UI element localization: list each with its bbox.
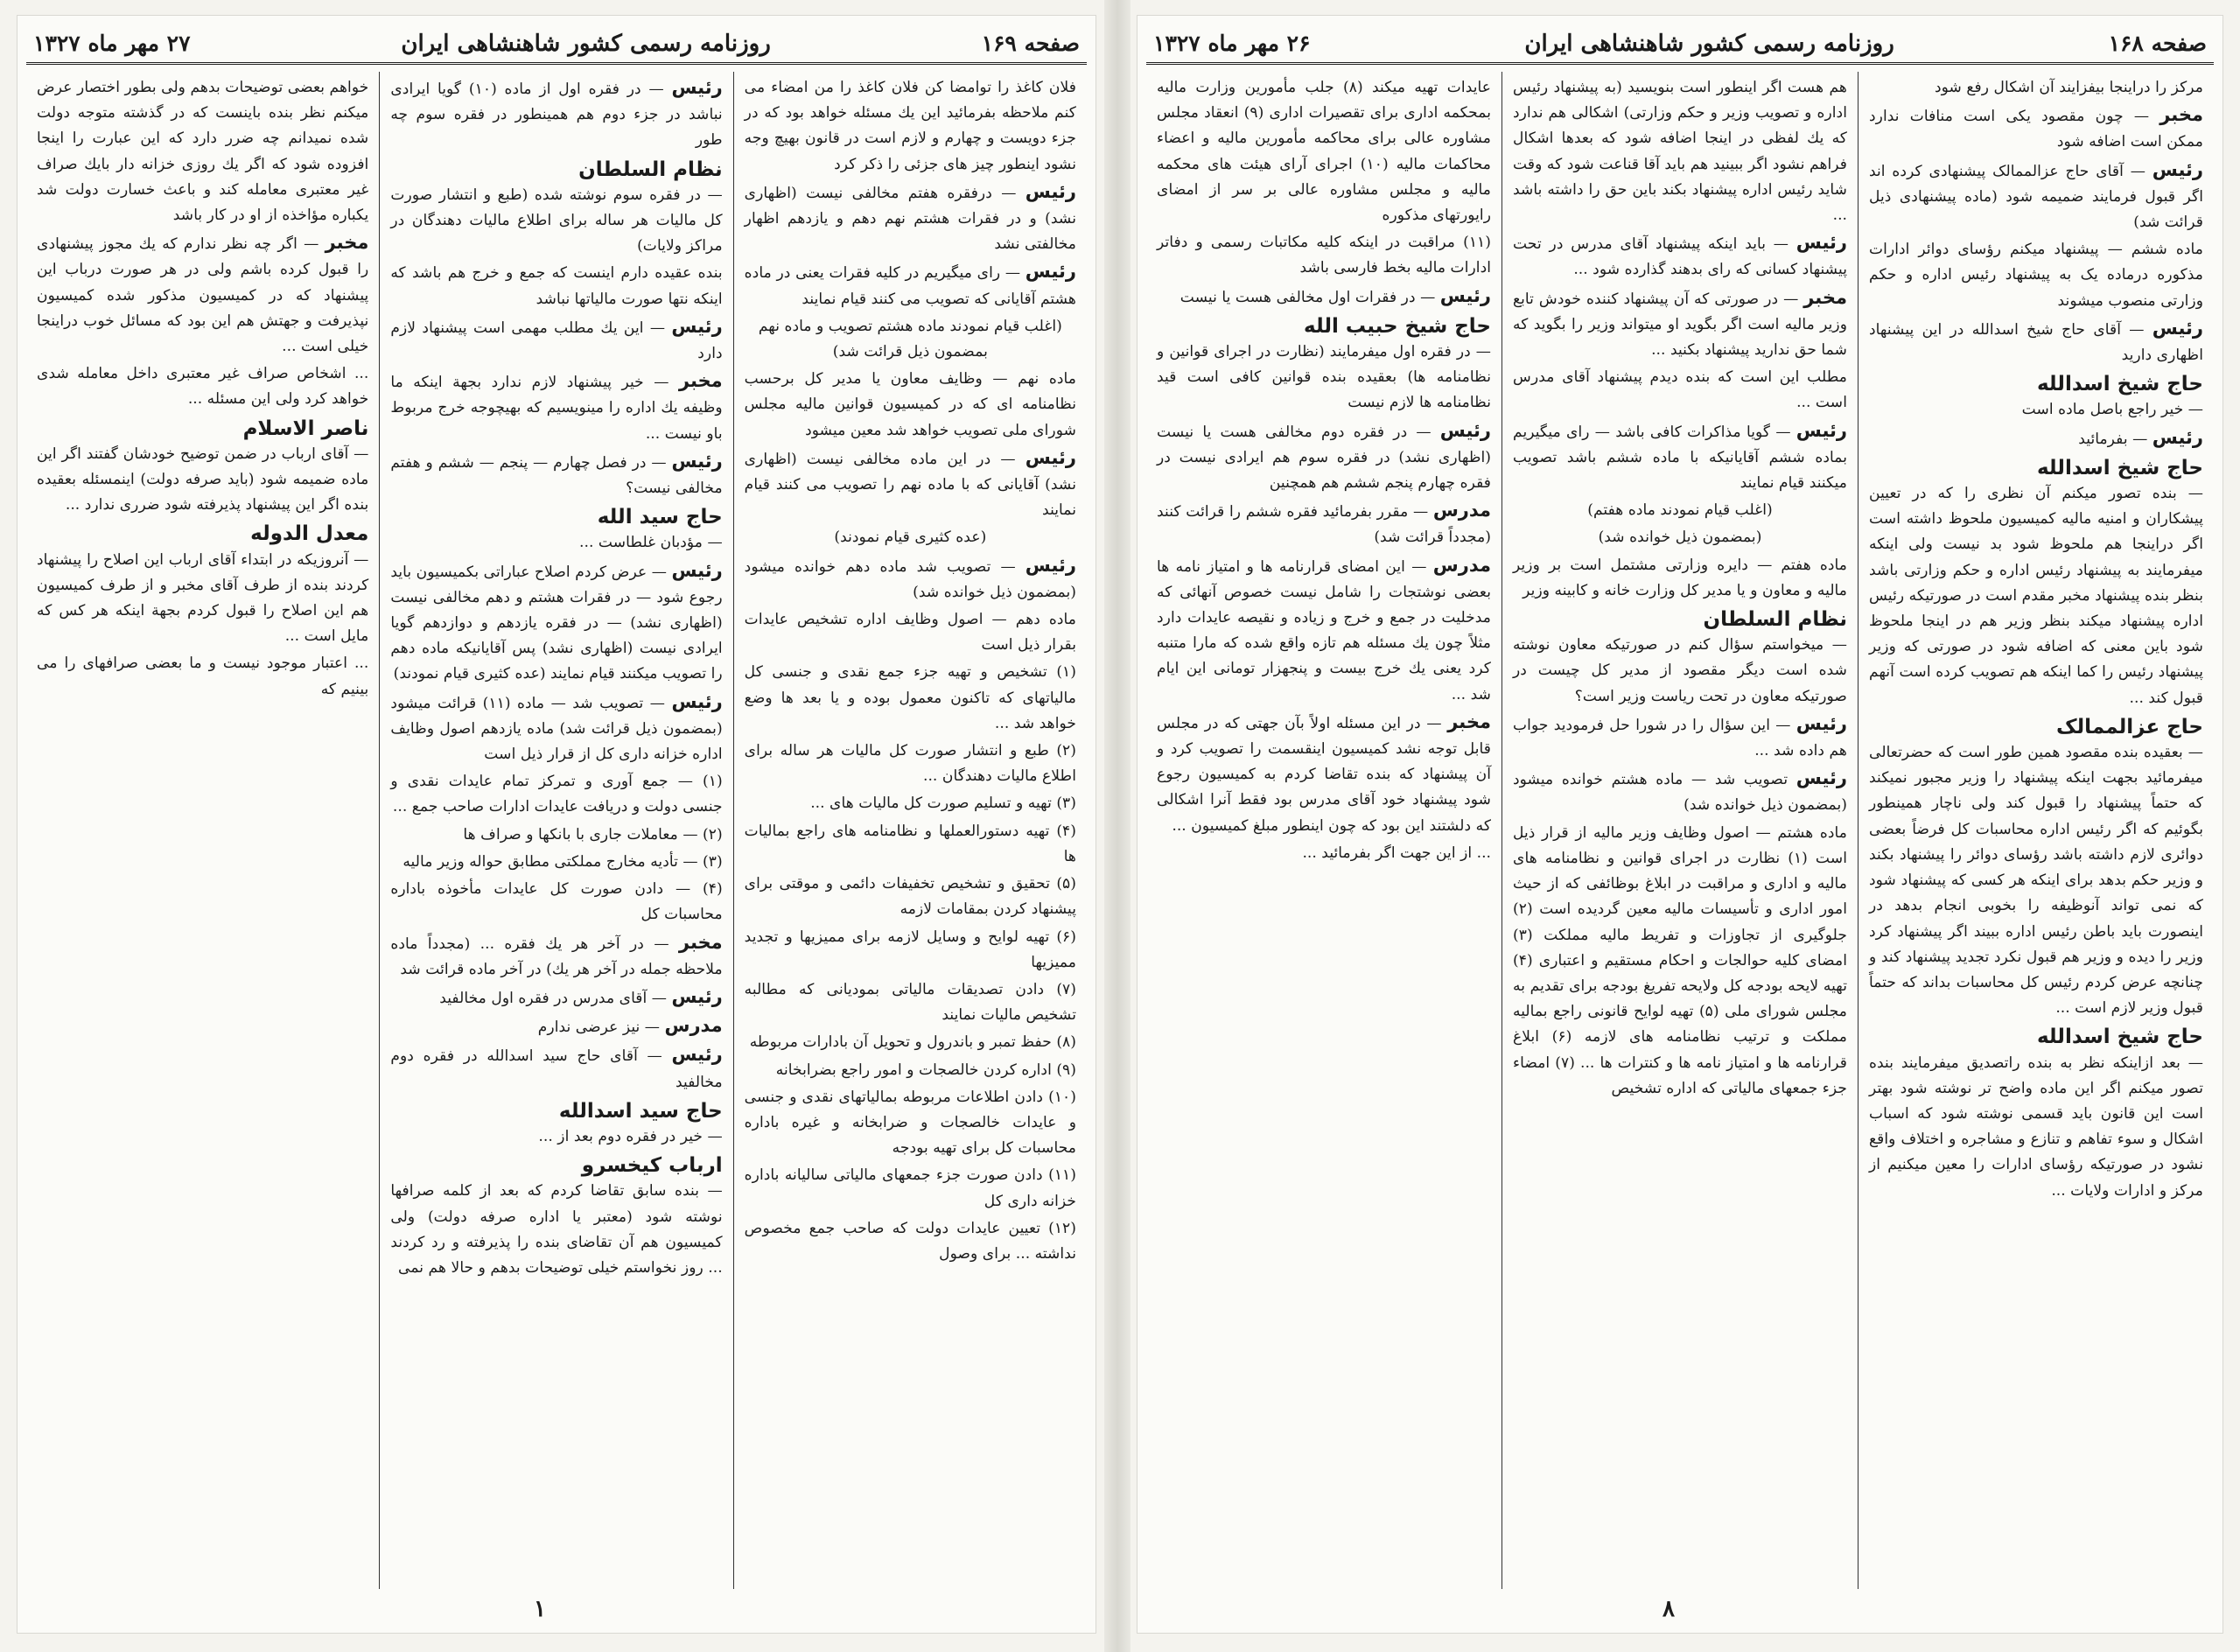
paragraph	[745, 1085, 1076, 1162]
speaker-name: مخبر	[1803, 286, 1847, 308]
speaker-name: حاج شیخ اسدالله	[2036, 373, 2203, 396]
paragraph-text: (۵) تحقیق و تشخیص تخفیفات دائمی و موقتی برای پیشنهاد کردن بمقامات لازمه	[744, 875, 1076, 919]
paragraph	[390, 850, 722, 875]
paragraph	[1513, 418, 1847, 497]
paragraph-text: (۱) تشخیص و تهیه جزء جمع نقدی و جنسی کل مالیاتهای که تاکنون معمول بوده و یا بعد ها وضع خواهد شد ...	[744, 663, 1076, 732]
speaker-name: مدرس	[1432, 554, 1491, 576]
paragraph-text: — آقای حاج عزالممالک پیشنهادی کرده اند اگر قبول فرمایند ضمیمه شود (ماده پیشنهادی ذیل قرائت شد)	[1869, 162, 2203, 232]
paragraph	[1869, 102, 2203, 155]
paragraph-text: ماده دهم — اصول وظایف اداره تشخیص عایدات بقرار ذیل است	[744, 611, 1076, 654]
speaker-name: رئیس	[1796, 232, 1847, 254]
left-page-footer-number: ۱	[534, 1596, 546, 1622]
left-page-columns	[26, 72, 1087, 1589]
book-gutter	[1104, 0, 1130, 1652]
left-page-header	[26, 24, 1087, 65]
paragraph-text: هم هست اگر اینطور است بنویسید (به پیشنهاد رئیس اداره و تصویب وزیر و حکم وزارتی) اشکالی هم ندارد که یك لفظی در اینجا اضافه شود که بعدها اشکال فراهم نشود اگر ببینید هم باید آقا قناعت شود که وقت شاید رئیس اداره پیشنهاد بکند باین حق را داشته باشد ...	[1513, 79, 1847, 225]
paragraph	[1157, 710, 1491, 839]
paragraph-text: ماده نهم — وظایف معاون یا مدیر کل برحسب نظامنامه ای که در کمیسیون قوانین مالیه مجلس شورای ملی تصویب خواهد شد معین میشود	[744, 370, 1076, 439]
speaker-name: مدرس	[1432, 500, 1492, 522]
paragraph	[1513, 75, 1847, 228]
paragraph	[37, 75, 368, 228]
paragraph	[1869, 1025, 2203, 1203]
paragraph-text: ... اعتبار موجود نیست و ما بعضی صرافهای را می بینیم که	[37, 654, 369, 698]
paragraph	[1869, 75, 2203, 101]
paragraph-text: — آقای ارباب در ضمن توضیح خودشان گفتند اگر این ماده ضمیمه شود (باید صرفه دولت) اینمسئله بعقیده بنده اگر این پیشنهاد پذیرفته شود ضرری ندارد ...	[37, 444, 369, 514]
paragraph	[390, 1153, 722, 1281]
paragraph	[745, 977, 1076, 1028]
left-page-number-label: صفحه ۱۶۹	[981, 31, 1080, 56]
paragraph-text: (۱۰) دادن اطلاعات مربوطه بمالیاتهای نقدی و جنسی و عایدات خالصجات و ضرابخانه و غیره باداره محاسبات کل برای تهیه بودجه	[744, 1088, 1076, 1158]
paragraph-text: — گویا مذاکرات کافی باشد — رای میگیریم بماده ششم آقایانیکه با ماده ششم باشد تصویب میکنند قیام نمایند	[1513, 423, 1847, 493]
speaker-name: مخبر	[678, 931, 723, 953]
paragraph	[390, 769, 722, 820]
paragraph-text: (۱۱) دادن صورت جزء جمعهای مالیاتی سالیانه باداره خزانه داری کل	[744, 1166, 1076, 1210]
paragraph-text: — بنده سابق تقاضا کردم که بعد از کلمه صرافها نوشته شود (معتبر یا اداره صرفه دولت) ولی کمیسیون هم آن تقاضای بنده را پذیرفته و رد کردند ... روز نخواستم خیلی توضیحات بدهم و حالا هم نمی	[390, 1182, 723, 1277]
paragraph-text: ... از این جهت اگر بفرمائید ...	[1302, 844, 1491, 862]
paragraph	[390, 158, 722, 260]
paragraph-text: — این امضای قرارنامه ها و امتیاز نامه ها بعضی نوشتجات را شامل نیست خصوص آنهائی که مدخلیت در جمع و خرج و زیاده و نقیصه عایدات دارد مثلاً چون یك مسئله هم تازه واقع شده که مارا متنبه کرد یعنی یك خرج بیست و پنجهزار تومانی این ایام شد ...	[1157, 557, 1491, 704]
paragraph-text: (۳) — تأدیه مخارج مملکتی مطابق حواله وزیر مالیه	[402, 852, 723, 871]
parenthetical-note: (اغلب قیام نمودند ماده هشتم تصویب و ماده نهم بمضمون ذیل قرائت شد)	[758, 317, 1062, 361]
paragraph	[745, 367, 1076, 444]
paragraph-text: — میخواستم سؤال کنم در صورتیکه معاون نوشته شده است دیگر مقصود از مدیر کل چیست در صورتیکه معاون در تحت ریاست وزیر است؟	[1513, 636, 1847, 705]
paragraph	[1513, 285, 1847, 364]
paragraph	[745, 607, 1076, 658]
paragraph-text: — مؤدبان غلطاست ...	[579, 534, 723, 552]
speaker-name: مخبر	[325, 232, 369, 254]
paragraph-text: — چون مقصود یکی است منافات ندارد ممکن است اضافه شود	[1869, 108, 2203, 151]
paragraph-text: — این سؤال را در شورا حل فرمودید جواب هم داده شد ...	[1513, 716, 1847, 760]
paragraph-text: — این یك مطلب مهمی است پیشنهاد لازم دارد	[390, 318, 723, 363]
paragraph	[745, 819, 1076, 870]
paragraph-text: — بفرمائید	[2078, 430, 2148, 448]
paragraph	[745, 872, 1076, 922]
speaker-name: مخبر	[678, 370, 723, 392]
speaker-name: حاج شیخ حبیب الله	[1304, 314, 1491, 338]
paragraph-text: — در این ماده مخالفی نیست (اظهاری نشد) آقایانی که با ماده نهم را تصویب می کنند قیام نمایند	[744, 450, 1076, 520]
paragraph	[390, 261, 722, 312]
paragraph-text: (۷) دادن تصدیقات مالیاتی بمودیانی که مطالبه تشخیص مالیات نمایند	[744, 980, 1076, 1025]
paragraph-text: — در فقره اول از ماده (۱۰) گویا ایرادی نباشد در جزء دوم هم همینطور در فقره سوم چه طور	[390, 80, 723, 150]
paragraph	[390, 930, 722, 983]
paragraph	[745, 738, 1076, 789]
paragraph	[1513, 766, 1847, 818]
paragraph-text: ماده ششم — پیشنهاد میکنم رؤسای دوائر ادارات مذکوره درماده یک به پیشنهاد رئیس اداره و حکم وزارتی منصوب میشوند	[1869, 241, 2203, 310]
paragraph-text: ماده هشتم — اصول وظایف وزیر مالیه از قرار ذیل است (۱) نظارت در اجرای قوانین و نظامنامه های مالیه و اداری و مراقبت در ابلاغ بوظائفی که از حیث امور اداری و تأسیسات مالیه معین گردیده است (۲) جلوگیری از تجاوزات و تفریط مالیه مملکت (۳) امضای کلیه حوالجات و احکام مستقیم و اعتباری (۴) تهیه لایحه بودجه کل ولایحه تفریغ بودجه برای تقدیم به مجلس شورای ملی (۵) تهیه لوایح قانونی راجع بمالیه مملکت و ترتیب نظامنامه های لازمه (۶) ابلاغ قرارنامه ها و امتیاز نامه ها و کنترات ها ... (۷) امضاء جزء جمعهای مالیاتی که اداره تشخیص	[1513, 823, 1848, 1097]
paragraph-text: — باید اینکه پیشنهاد آقای مدرس در تحت پیشنهاد کسانی که رای بدهند گذارده شود ...	[1513, 235, 1847, 279]
left-page-date: ۲۷ مهر ماه ۱۳۲۷	[33, 31, 191, 56]
paragraph-text: (۳) تهیه و تسلیم صورت کل مالیات های ...	[810, 794, 1076, 813]
paragraph-text: (۱) — جمع آوری و تمرکز تمام عایدات نقدی و جنسی دولت و دریافت عایدات ادارات صاحب جمع ...	[390, 773, 723, 816]
paragraph-text: — خیر در فقره دوم بعد از ...	[538, 1127, 723, 1145]
paragraph-text: — تصویب شد ماده دهم خوانده میشود (بمضمون ذیل خوانده شد)	[744, 557, 1076, 601]
paragraph-text: — خیر پیشنهاد لازم ندارد بجهة اینکه ما وظیفه یك اداره را مینویسیم که بهیچوجه خرج مربوط باو نیست ...	[390, 374, 723, 443]
paragraph	[390, 314, 722, 367]
parenthetical-note: (اغلب قیام نمودند ماده هفتم)	[1587, 501, 1773, 520]
paragraph	[390, 449, 722, 501]
paragraph	[390, 877, 722, 928]
paragraph	[1869, 158, 2203, 236]
paragraph	[745, 314, 1076, 365]
paragraph	[390, 822, 722, 848]
paragraph	[1513, 365, 1847, 416]
paragraph	[745, 1030, 1076, 1055]
right-page-columns	[1146, 72, 2214, 1589]
paragraph-text: (۶) تهیه لوایح و وسایل لازمه برای ممیزیها و تجدید ممیزیها	[744, 928, 1076, 971]
paragraph-text: — تصویب شد — ماده (۱۱) قرائت میشود (بمضمون ذیل قرائت شد) ماده یازدهم اصول وظایف اداره خزانه داری کل از قرار ذیل است	[390, 694, 723, 764]
paragraph	[1869, 425, 2203, 452]
paragraph	[390, 984, 722, 1012]
paragraph-text: (۴) تهیه دستورالعملها و نظامنامه های راجع بمالیات ها	[744, 822, 1076, 865]
right-page	[1138, 16, 2222, 1633]
speaker-name: رئیس	[1025, 554, 1076, 576]
paragraph	[1157, 75, 1491, 228]
paragraph-text: — در این مسئله اولاً بآن جهتی که در مجلس قابل توجه نشد کمیسیون اینقسمت را تصویب کرد و آن پیشنهاد که بنده تقاضا کردم به کمیسیون رجوع شود پیشنهاد خود آقای مدرس بود فقط آنرا اشکالی که دلشتند این بود که چون اینطور مبلغ کمیسیون ...	[1157, 714, 1491, 835]
paragraph-text: (۲) — معاملات جاری با بانکها و صراف ها	[463, 825, 723, 844]
paragraph	[1869, 316, 2203, 368]
speaker-name: رئیس	[671, 1044, 723, 1066]
paragraph-text: — نیز عرضی ندارم	[537, 1018, 660, 1037]
paragraph-text: — در فصل چهارم — پنجم — ششم و هفتم مخالفی نیست؟	[390, 453, 723, 498]
paragraph-text: خواهم بعضی توضیحات بدهم ولی بطور اختصار عرض میکنم نظر بنده باینست که در گذشته متوجه دولت شده نمیدانم چه ضرر دارد که این عبارت را اینجا افزوده شود که اگر یك روزی خزانه دار بایك صراف غیر معتبری معامله کند و باعث خسارت دولت شد یکباره مؤاخذه از او در کار باشد	[37, 79, 369, 225]
paragraph	[37, 230, 368, 360]
left-page	[18, 16, 1096, 1633]
paragraph	[37, 522, 368, 649]
speaker-name: رئیس	[1439, 419, 1491, 441]
paragraph-text: — در فقره اول میفرمایند (نظارت در اجرای قوانین و نظامنامه ها) بعقیده بنده قوانین کافی است قید نظامنامه ها لازم نیست	[1157, 343, 1491, 412]
speaker-name: ناصر الاسلام	[242, 416, 369, 440]
speaker-name: معدل الدوله	[250, 522, 369, 546]
paragraph	[1157, 553, 1491, 708]
paragraph-text: ماده هفتم — دایره وزارتی مشتمل است بر وزیر مالیه و معاون و یا مدیر کل وزارت خانه و کابینه وزیر	[1513, 556, 1847, 599]
text-column	[1502, 72, 1858, 1589]
paragraph	[745, 791, 1076, 816]
paragraph	[745, 525, 1076, 550]
right-page-header	[1146, 24, 2214, 65]
right-page-footer-number: ۸	[1662, 1596, 1675, 1622]
paragraph-text: — در فقرات اول مخالفی هست یا نیست	[1180, 288, 1436, 306]
speaker-name: حاج شیخ اسدالله	[2036, 456, 2203, 480]
paragraph	[745, 925, 1076, 976]
paragraph	[390, 368, 722, 447]
parenthetical-note: (عده کثیری قیام نمودند)	[834, 528, 987, 547]
paragraph	[1513, 821, 1847, 1102]
paragraph-text: — در صورتی که آن پیشنهاد کننده خودش تابع وزیر مالیه است اگر بگوید او میتواند وزیر را بگوید که شما حق ندارید پیشنهاد بکنید ...	[1513, 290, 1847, 360]
speaker-name: رئیس	[671, 315, 723, 337]
paragraph	[390, 1042, 722, 1095]
speaker-name: رئیس	[671, 450, 723, 472]
paragraph	[37, 416, 368, 519]
paragraph-text: — رای میگیریم در کلیه فقرات یعنی در ماده هشتم آقایانی که تصویب می کنند قیام نمایند	[744, 264, 1076, 308]
text-column	[1858, 72, 2214, 1589]
text-column	[26, 72, 379, 1589]
paragraph-text: — آقای حاج سید اسدالله در فقره دوم مخالفید	[390, 1047, 723, 1091]
speaker-name: رئیس	[671, 77, 723, 98]
paragraph-text: (۸) حفظ تمبر و باندرول و تحویل آن بادارات مربوطه	[749, 1033, 1076, 1052]
paragraph	[1157, 418, 1491, 497]
paragraph-text: (۱۲) تعیین عایدات دولت که صاحب جمع مخصوص نداشته ... برای وصول	[744, 1219, 1076, 1263]
right-page-number-label: صفحه ۱۶۸	[2108, 31, 2207, 56]
paragraph	[1157, 498, 1491, 550]
paragraph	[1513, 711, 1847, 764]
paragraph-text: — بعد ازاینکه نظر به بنده راتصدیق میفرمایند بنده تصور میکنم اگر این ماده واضح تر نوشته شود بهتر است این قانون باید قسمی نوشته شود که اسباب اشکال و سوء تفاهم و تنازع و مشاجره و اختلاف واقع نشود در صورتیکه رؤسای ادارات را معین میکنیم از مرکز و ادارات ولایات ...	[1869, 1054, 2203, 1200]
speaker-name: مخبر	[2160, 104, 2204, 126]
speaker-name: رئیس	[671, 690, 723, 712]
speaker-name: رئیس	[1796, 767, 1847, 789]
speaker-name: حاج سید الله	[597, 506, 723, 529]
paragraph	[1513, 525, 1847, 550]
speaker-name: رئیس	[1439, 284, 1491, 306]
paragraph-text: عایدات تهیه میکند (۸) جلب مأمورین وزارت مالیه بمحکمه اداری برای تقصیرات اداری (۹) انعقاد مجلس مشاوره عالی برای محاکمه مأمورین مالیه و اعضاء محاکمات مالیه (۱۰) اجرای آرای هیئت های محکمه مالیه و مجلس مشاوره عالی بر سر از امضای رایورتهای مذکوره	[1157, 79, 1491, 225]
paragraph	[37, 361, 368, 412]
paragraph	[37, 651, 368, 702]
paragraph-text: — خیر راجع باصل ماده است	[2021, 401, 2203, 419]
paragraph	[1513, 553, 1847, 604]
paragraph	[1513, 498, 1847, 523]
speaker-name: رئیس	[2152, 317, 2203, 339]
paragraph-text: — مقرر بفرمائید فقره ششم را قرائت کنند (مجدداً قرائت شد)	[1157, 503, 1491, 547]
paragraph	[745, 1058, 1076, 1083]
paragraph-text: بنده عقیده دارم اینست که جمع و خرج هم باشد که اینکه نتها صورت مالیاتها نباشد	[390, 264, 723, 308]
paragraph	[390, 505, 722, 556]
paragraph	[1513, 230, 1847, 283]
paragraph	[745, 1216, 1076, 1267]
right-page-masthead: روزنامه رسمی کشور شاهنشاهی ایران	[1524, 30, 1894, 57]
paragraph	[745, 1163, 1076, 1214]
speaker-name: رئیس	[2152, 426, 2203, 448]
left-page-masthead: روزنامه رسمی کشور شاهنشاهی ایران	[401, 30, 771, 57]
paragraph-text: — آقای مدرس در فقره اول مخالفید	[439, 989, 667, 1007]
speaker-name: نظام السلطان	[1703, 608, 1847, 632]
paragraph-text: — در آخر هر یك فقره ... (مجدداً ماده ملاحظه جمله در آخر هر یك) در آخر ماده قرائت شد	[390, 934, 723, 978]
speaker-name: رئیس	[671, 559, 723, 581]
paragraph	[745, 553, 1076, 606]
speaker-name: رئیس	[2152, 158, 2203, 180]
speaker-name: رئیس	[1025, 261, 1077, 283]
parenthetical-note: (بمضمون ذیل خوانده شد)	[1598, 528, 1762, 547]
paragraph-text: (۱۱) مراقبت در اینکه کلیه مکاتبات رسمی و دفاتر ادارات مالیه بخط فارسی باشد	[1157, 234, 1491, 277]
paragraph	[1513, 607, 1847, 710]
paragraph	[390, 1013, 722, 1040]
speaker-name: حاج شیخ اسدالله	[2036, 1026, 2203, 1049]
paragraph	[390, 690, 722, 768]
paragraph-text: — در فقره دوم مخالفی هست یا نیست (اظهاری نشد) در فقره سوم هم ایرادی نیست در فقره چهارم پنجم ششم هم همچنین	[1157, 423, 1491, 493]
paragraph	[1157, 314, 1491, 416]
paragraph	[745, 75, 1076, 178]
text-column	[379, 72, 732, 1589]
paragraph-text: مطلب این است که بنده دیدم پیشنهاد آقای مدرس است ...	[1513, 368, 1847, 412]
paragraph-text: — در فقره سوم نوشته شده (طبع و انتشار صورت کل مالیات هر ساله برای اطلاع مالیات دهندگان در مراکز ولایات)	[390, 186, 723, 256]
paragraph	[1157, 230, 1491, 281]
speaker-name: حاج عزالممالک	[2056, 715, 2203, 738]
paragraph	[1869, 715, 2203, 1021]
paragraph-text: (۹) اداره کردن خالصجات و امور راجع بضرابخانه	[775, 1060, 1076, 1079]
speaker-name: رئیس	[671, 985, 723, 1007]
speaker-name: رئیس	[1025, 180, 1076, 202]
speaker-name: مدرس	[664, 1015, 723, 1037]
paragraph-text: (۲) طبع و انتشار صورت کل مالیات هر ساله برای اطلاع مالیات دهندگان ...	[744, 742, 1076, 786]
paragraph	[745, 445, 1076, 524]
paragraph	[390, 558, 722, 688]
paragraph-text: — اگر چه نظر ندارم که یك مجوز پیشنهادی را قبول کرده باشم ولی در هر صورت درباب این پیشنهاد که در کمیسیون مذکور شده کمیسیون نپذیرفت و جهتش هم این بود که مسائل خوب دراینجا خیلی است ...	[37, 235, 369, 356]
speaker-name: نظام السلطان	[578, 158, 723, 181]
paragraph-text: — درفقره هفتم مخالفی نیست (اظهاری نشد) و در فقرات هشتم نهم دهم و یازدهم اظهار مخالفتی نشد	[744, 184, 1076, 254]
paragraph	[745, 179, 1076, 258]
paragraph-text: — بعقیده بنده مقصود همین طور است که حضرتعالی میفرمائید بجهت اینکه پیشنهاد را وزیر مجبور نمیکند که حتماً پیشنهاد را قبول کند ولی ناچار همینطور بگوئیم که اگر رئیس اداره محاسبات کل فرضاً بعضی دوائری لازم داشته باشد رؤسای دوائر را پیشنهاد بکند و وزیر حکم بدهد برای اینکه هر کسی که پیشنهاد شود که نمی تواند آنوظیفه را بخوبی انجام بدهد در اینصورت باید باطن رئیس اداره ببیند اگر پیشنهاد کرد وزیر را دیده و وزیر هم قبول نکرد تجدید پیشنهاد کند و چنانچه عرض کردم رئیس کل محاسبات بداند که حتماً قبول وزیر لازم است ...	[1869, 744, 2203, 1018]
paragraph	[1869, 372, 2203, 423]
right-page-date: ۲۶ مهر ماه ۱۳۲۷	[1153, 31, 1311, 56]
paragraph-text: — عرض کردم اصلاح عباراتی بکمیسیون باید رجوع شود — در فقرات هشتم و دهم مخالفی نیست (اظهاری نشد) — در فقره یازدهم و دوازدهم گویا ایرادی نیست (اظهاری نشد) پس آقایانیکه ماده دهم را تصویب میکنند قیام نمایند (عده کثیری قیام نمودند)	[390, 563, 723, 683]
paragraph-text: ... اشخاص صراف غیر معتبری داخل معامله شدی خواهد کرد ولی این مسئله ...	[37, 365, 369, 409]
paragraph	[390, 1099, 722, 1150]
speaker-name: حاج سید اسدالله	[558, 1099, 723, 1123]
paragraph-text: — بنده تصور میکنم آن نظری را که در تعیین پیشکاران و امنیه مالیه کمیسیون ملحوظ داشته است اگر دراینجا هم ملحوظ شود بد نیست ولی اینکه میفرمایند به پیشنهاد رئیس اداره و حکم وزارتی باشد بنظر بنده پیشنهاد مخبر مقدم است در صورتیکه رئیس اداره پیشنهاد میکند بنظر وزیر هم در اینجا ملحوظ شود باین معنی که اضافه شود در صورتی که وزیر پیشنهاد رئیس را کما اینکه هم تصویب کرده است آنهم قبول کند ...	[1869, 485, 2203, 707]
speaker-name: رئیس	[1796, 419, 1847, 441]
paragraph-text: — آقای حاج شیخ اسدالله در این پیشنهاد اظهاری دارید	[1869, 320, 2203, 365]
paragraph	[1869, 456, 2203, 711]
speaker-name: ارباب کیخسرو	[581, 1154, 723, 1178]
paragraph-text: (۴) — دادن صورت کل عایدات مأخوذه باداره محاسبات کل	[390, 880, 723, 924]
paragraph	[390, 75, 722, 154]
paragraph-text: تصویب شد — ماده هشتم خوانده میشود (بمضمون ذیل خوانده شد)	[1513, 771, 1847, 815]
text-column	[733, 72, 1087, 1589]
text-column	[1146, 72, 1502, 1589]
paragraph-text: مرکز را دراینجا بیفزایند آن اشکال رفع شود	[1934, 79, 2203, 96]
paragraph	[745, 259, 1076, 312]
paragraph-text: — آنروزیکه در ابتداء آقای ارباب این اصلاح را پیشنهاد کردند بنده از طرف آقای مخبر و از طرف کمیسیون هم این اصلاح را قبول کردم بجهة اینکه هر کس که مایل است ...	[37, 550, 369, 646]
paragraph	[1157, 284, 1491, 311]
paragraph	[745, 660, 1076, 737]
paragraph	[1869, 237, 2203, 314]
paragraph	[1157, 841, 1491, 866]
speaker-name: رئیس	[1025, 446, 1076, 468]
speaker-name: مخبر	[1447, 710, 1491, 732]
speaker-name: رئیس	[1796, 712, 1847, 734]
paragraph-text: فلان کاغذ را توامضا کن فلان کاغذ را من امضاء می کنم ملاحظه بفرمائید این یك مسئله خواهد بود که در جزء دویست و چهارم و لازم است در قانون بهیچ وجه نشود اینطور چیز های جزئی را ذکر کرد	[744, 79, 1076, 173]
